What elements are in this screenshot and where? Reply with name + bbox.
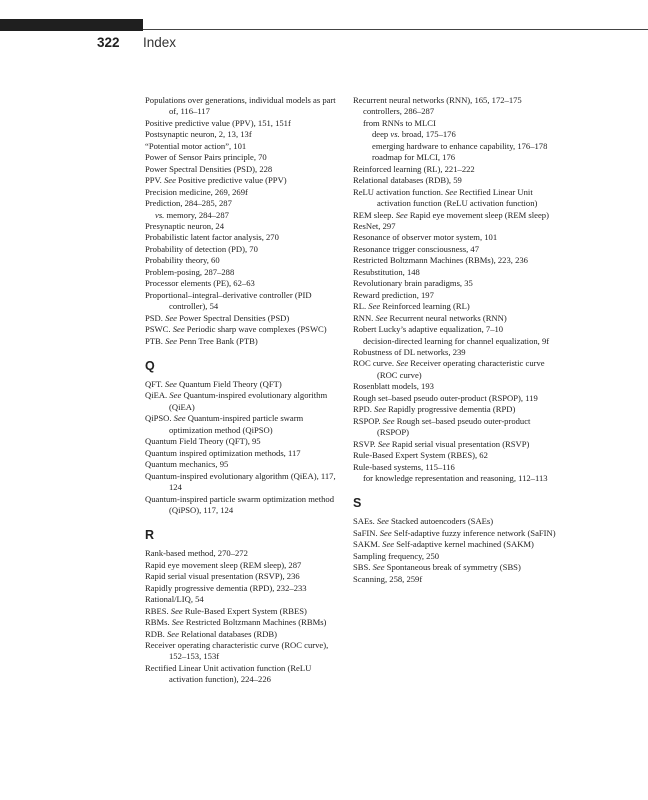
running-head: Index: [143, 35, 177, 50]
index-entry: RBMs. See Restricted Boltzmann Machines (RBMs): [145, 617, 327, 628]
index-entry: Scanning, 258, 259f: [353, 573, 423, 584]
index-entry: RSPOP. See Rough set–based pseudo outer-product (RSPOP): [353, 415, 531, 438]
index-entry: Recurrent neural networks (RNN), 165, 172–175: [353, 95, 522, 105]
index-entry: Positive predictive value (PPV), 151, 151f: [145, 117, 291, 128]
index-entry: RL. See Reinforced learning (RL): [353, 301, 470, 312]
index-entry: Sampling frequency, 250: [353, 550, 440, 561]
index-entry: Rapid eye movement sleep (REM sleep), 287: [145, 559, 302, 570]
index-entry: Quantum-inspired evolutionary algorithm (QiEA), 117, 124: [145, 470, 336, 493]
index-entry: SAKM. See Self-adaptive kernel machined (SAKM): [353, 539, 534, 550]
index-entry: PPV. See Positive predictive value (PPV): [145, 175, 287, 186]
index-entry: PTB. See Penn Tree Bank (PTB): [145, 335, 258, 346]
index-entry: Proportional–integral–derivative controller (PID controller), 54: [145, 289, 312, 312]
section-letter-s: S: [353, 496, 362, 511]
index-entry: Populations over generations, individual models as part of, 116–117: [145, 95, 336, 117]
index-entry: PSWC. See Periodic sharp wave complexes (PSWC): [145, 324, 327, 335]
index-entry: PSD. See Power Spectral Densities (PSD): [145, 312, 290, 323]
index-entry: ReLU activation function. See Rectified Linear Unit activation function (ReLU activation function): [353, 186, 538, 209]
index-entry: Receiver operating characteristic curve (ROC curve), 152–153, 153f: [145, 640, 329, 662]
index-entry: Rapidly progressive dementia (RPD), 232–233: [145, 582, 307, 593]
index-entry: RNN. See Recurrent neural networks (RNN): [353, 312, 507, 323]
index-entry: Resonance trigger consciousness, 47: [353, 243, 480, 254]
index-entry: Presynaptic neuron, 24: [145, 220, 224, 231]
index-entry: Probability of detection (PD), 70: [145, 243, 258, 254]
section-letter-q: Q: [145, 358, 155, 373]
index-entry: Revolutionary brain paradigms, 35: [353, 278, 473, 289]
index-entry: Probability theory, 60: [145, 255, 220, 266]
index-entry: ResNet, 297: [353, 220, 396, 231]
index-entry: Restricted Boltzmann Machines (RBMs), 223, 236: [353, 255, 528, 266]
index-entry: Rational/LIQ, 54: [145, 594, 204, 605]
index-column-right: [353, 95, 558, 585]
index-entry: Reinforced learning (RL), 221–222: [353, 163, 475, 174]
header-rule: [0, 19, 648, 31]
index-entry: Quantum-inspired particle swarm optimization method (QiPSO), 117, 124: [145, 493, 335, 515]
index-subentry: deep vs. broad, 175–176: [372, 129, 456, 140]
index-entry: Resonance of observer motor system, 101: [353, 232, 498, 243]
index-entry: Problem-posing, 287–288: [145, 266, 235, 277]
index-subentry: decision-directed learning for channel equalization, 9f: [363, 335, 550, 346]
index-entry: Rosenblatt models, 193: [353, 381, 434, 392]
index-entry: Quantum Field Theory (QFT), 95: [145, 436, 261, 447]
index-entry: Precision medicine, 269, 269f: [145, 186, 248, 197]
index-entry: QiPSO. See Quantum-inspired particle swarm optimization method (QiPSO): [145, 413, 304, 435]
index-entry: Processor elements (PE), 62–63: [145, 278, 255, 289]
index-entry: Probabilistic latent factor analysis, 270: [145, 232, 279, 243]
index-subentry: roadmap for MLCI, 176: [372, 152, 456, 163]
index-entry: SaFIN. See Self-adaptive fuzzy inference network (SaFIN): [353, 527, 556, 538]
index-entry: Robustness of DL networks, 239: [353, 346, 466, 357]
index-entry: Rough set–based pseudo outer-product (RSPOP), 119: [353, 392, 538, 403]
index-entry: Resubstitution, 148: [353, 266, 420, 277]
index-entry: RSVP. See Rapid serial visual presentation (RSVP): [353, 438, 530, 449]
index-entry: Rapid serial visual presentation (RSVP), 236: [145, 571, 300, 582]
index-entry: Rule-Based Expert System (RBES), 62: [353, 450, 488, 461]
header-line: [143, 29, 648, 30]
index-entry: Rule-based systems, 115–116: [353, 461, 455, 472]
index-entry: “Potential motor action”, 101: [145, 140, 247, 151]
index-subentry: vs. memory, 284–287: [155, 209, 229, 220]
index-entry: Relational databases (RDB), 59: [353, 175, 462, 186]
index-entry: SBS. See Spontaneous break of symmetry (SBS): [353, 562, 521, 573]
index-entry: REM sleep. See Rapid eye movement sleep (REM sleep): [353, 209, 549, 220]
index-entry: RDB. See Relational databases (RDB): [145, 628, 277, 639]
index-entry: QiEA. See Quantum-inspired evolutionary algorithm (QiEA): [145, 390, 328, 412]
index-subentry: for knowledge representation and reasoning, 112–113: [363, 472, 548, 483]
index-entry: RBES. See Rule-Based Expert System (RBES): [145, 605, 307, 616]
index-column-left: [145, 95, 345, 686]
index-entry: Robert Lucky’s adaptive equalization, 7–10: [353, 324, 504, 335]
index-entry: QFT. See Quantum Field Theory (QFT): [145, 378, 282, 389]
index-entry: Quantum mechanics, 95: [145, 459, 229, 470]
index-subentry: emerging hardware to enhance capability, 176–178: [372, 140, 548, 151]
page-number: 322: [97, 35, 120, 50]
index-entry: Reward prediction, 197: [353, 289, 434, 300]
section-letter-r: R: [145, 528, 155, 543]
header-bar-block: [0, 19, 143, 31]
index-entry: Rectified Linear Unit activation function (ReLU activation function), 224–226: [145, 662, 312, 685]
index-entry: Postsynaptic neuron, 2, 13, 13f: [145, 129, 252, 140]
index-entry: Power Spectral Densities (PSD), 228: [145, 163, 273, 174]
index-entry: RPD. See Rapidly progressive dementia (RPD): [353, 404, 516, 415]
index-subentry: from RNNs to MLCI: [363, 117, 436, 128]
index-entry: Rank-based method, 270–272: [145, 548, 248, 559]
index-subentry: controllers, 286–287: [363, 106, 435, 117]
index-entry: Prediction, 284–285, 287: [145, 198, 232, 209]
index-entry: Quantum inspired optimization methods, 117: [145, 447, 301, 458]
index-entry: SAEs. See Stacked autoencoders (SAEs): [353, 516, 494, 527]
index-entry: Power of Sensor Pairs principle, 70: [145, 152, 267, 163]
index-entry: ROC curve. See Receiver operating characteristic curve (ROC curve): [353, 358, 545, 380]
